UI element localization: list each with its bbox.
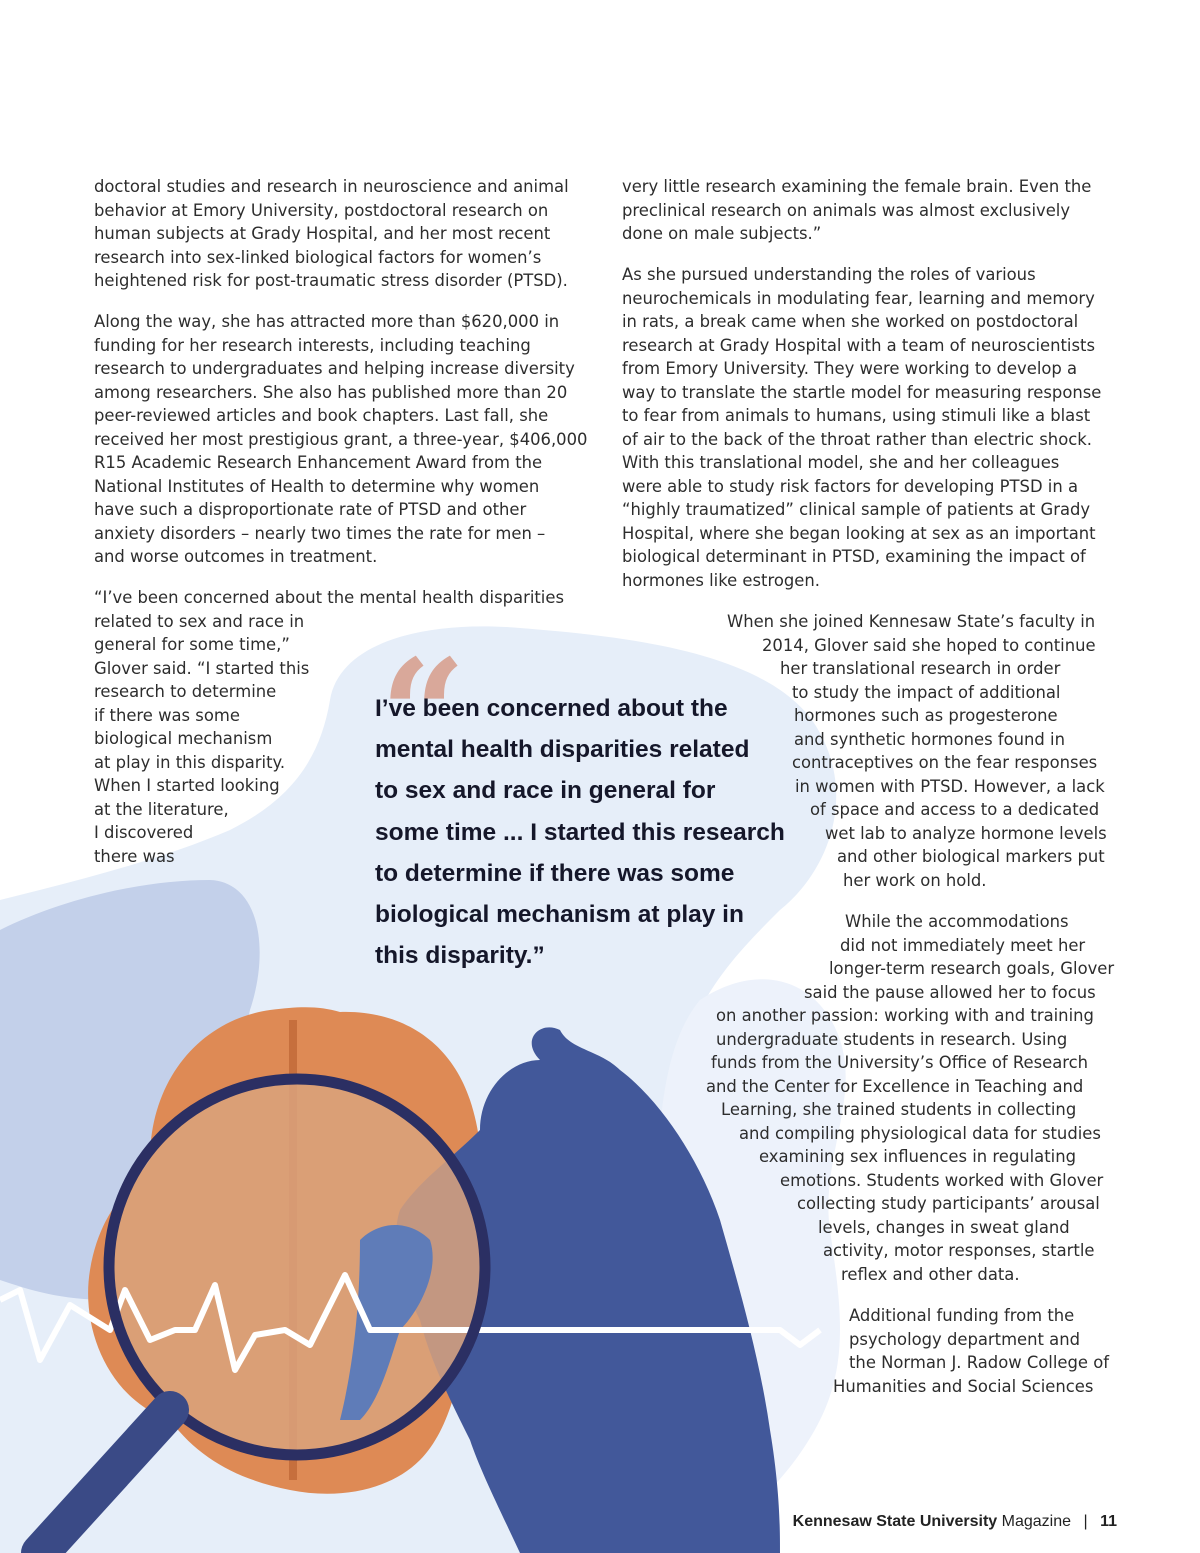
text-line: related to sex and race in	[94, 611, 305, 631]
text-line: “I’ve been concerned about the mental health disparities	[94, 588, 564, 607]
text-line: hormones like estrogen.	[622, 570, 820, 590]
text-line: doctoral studies and research in neuroscience and animal	[94, 177, 569, 196]
text-line: National Institutes of Health to determine why women	[94, 476, 540, 496]
text-line: to study the impact of additional	[792, 683, 1061, 702]
text-line: in women with PTSD. However, a lack	[795, 777, 1105, 796]
text-line: anxiety disorders – nearly two times the rate for men –	[94, 523, 546, 543]
text-line: her translational research in order	[780, 659, 1061, 678]
text-line: Additional funding from the	[849, 1306, 1075, 1325]
text-line: When I started looking	[94, 776, 280, 795]
text-line: hormones such as progesterone	[794, 706, 1058, 725]
right-column-top	[622, 175, 1122, 610]
text-line: in rats, a break came when she worked on postdoctoral	[622, 312, 1079, 331]
left-paragraph-1	[94, 175, 594, 293]
text-line: examining sex influences in regulating	[759, 1147, 1076, 1166]
pull-quote-line: this disparity.”	[375, 942, 545, 970]
text-line: research into sex-linked biological factors for women’s	[94, 247, 542, 267]
text-line: collecting study participants’ arousal	[797, 1194, 1100, 1213]
text-line: research at Grady Hospital with a team of neuroscientists	[622, 335, 1095, 355]
text-line: there was	[94, 846, 175, 866]
quote-mark-icon: “	[380, 627, 467, 803]
text-line: Humanities and Social Sciences	[833, 1377, 1094, 1396]
text-line: of air to the back of the throat rather than electric shock.	[622, 429, 1092, 449]
text-line: at the literature,	[94, 799, 229, 819]
text-line: were able to study risk factors for developing PTSD in a	[622, 476, 1078, 496]
text-line: her work on hold.	[843, 871, 987, 890]
text-line: and other biological markers put	[837, 847, 1105, 866]
text-line: behavior at Emory University, postdoctoral research on	[94, 200, 549, 220]
text-line: Learning, she trained students in collecting	[721, 1100, 1077, 1119]
text-line: the Norman J. Radow College of	[849, 1353, 1109, 1372]
text-line: longer-term research goals, Glover	[829, 959, 1115, 978]
pull-quote-line: some time ... I started this research	[375, 818, 785, 846]
text-line: very little research examining the female brain. Even the	[622, 177, 1092, 196]
text-line: R15 Academic Research Enhancement Award from the	[94, 453, 543, 472]
pull-quote-line: I’ve been concerned about the	[375, 695, 728, 722]
text-line: reflex and other data.	[841, 1265, 1020, 1284]
text-line: at play in this disparity.	[94, 752, 286, 772]
text-line: undergraduate students in research. Using	[716, 1030, 1068, 1049]
text-line: Glover said. “I started this	[94, 658, 310, 678]
text-line: “highly traumatized” clinical sample of patients at Grady	[622, 500, 1091, 519]
text-line: research to determine	[94, 682, 277, 701]
text-line: and the Center for Excellence in Teaching and	[706, 1077, 1084, 1096]
publication-name: Kennesaw State University	[792, 1513, 998, 1530]
text-line: preclinical research on animals was almost exclusively	[622, 200, 1071, 220]
text-line: psychology department and	[849, 1330, 1080, 1349]
text-line: if there was some	[94, 705, 240, 725]
text-line: neurochemicals in modulating fear, learning and memory	[622, 288, 1095, 308]
text-line: 2014, Glover said she hoped to continue	[762, 636, 1096, 655]
text-line: and compiling physiological data for studies	[739, 1124, 1101, 1143]
text-line: biological determinant in PTSD, examining the impact of	[622, 547, 1086, 566]
text-line: emotions. Students worked with Glover	[780, 1171, 1104, 1190]
right-paragraph-2	[622, 263, 1122, 592]
text-line: wet lab to analyze hormone levels	[825, 824, 1107, 843]
text-line: When she joined Kennesaw State’s faculty in	[727, 612, 1096, 631]
text-line: done on male subjects.”	[622, 224, 822, 243]
text-line: I discovered	[94, 823, 194, 842]
text-line: said the pause allowed her to focus	[804, 983, 1096, 1002]
page-footer	[793, 1513, 1117, 1531]
text-line: peer-reviewed articles and book chapters. Last fall, she	[94, 406, 549, 425]
pull-quote-line: to sex and race in general for	[375, 777, 716, 805]
text-line: With this translational model, she and her colleagues	[622, 453, 1060, 472]
text-line: did not immediately meet her	[840, 936, 1086, 955]
text-line: have such a disproportionate rate of PTSD and other	[94, 500, 527, 519]
text-line: heightened risk for post-traumatic stress disorder (PTSD).	[94, 271, 568, 290]
footer-separator: |	[1083, 1513, 1088, 1530]
text-line: general for some time,”	[94, 635, 290, 654]
text-line: activity, motor responses, startle	[823, 1241, 1095, 1260]
text-line: Hospital, where she began looking at sex as an important	[622, 523, 1096, 543]
left-paragraph-2	[94, 310, 594, 569]
text-line: funding for her research interests, including teaching	[94, 335, 531, 355]
text-line: research to undergraduates and helping increase diversity	[94, 359, 575, 378]
pull-quote-line: to determine if there was some	[375, 859, 735, 887]
text-line: among researchers. She also has published more than 20	[94, 382, 568, 402]
text-line: biological mechanism	[94, 729, 273, 748]
text-line: contraceptives on the fear responses	[792, 753, 1098, 772]
text-line: to fear from animals to humans, using stimuli like a blast	[622, 406, 1091, 425]
text-line: human subjects at Grady Hospital, and her most recent	[94, 224, 551, 243]
publication-suffix: Magazine	[1001, 1513, 1072, 1530]
text-line: As she pursued understanding the roles of various	[622, 265, 1036, 284]
text-line: and synthetic hormones found in	[794, 730, 1065, 749]
text-line: received her most prestigious grant, a three-year, $406,000	[94, 429, 588, 449]
page-number: 11	[1100, 1513, 1117, 1530]
text-line: and worse outcomes in treatment.	[94, 547, 378, 566]
text-line: on another passion: working with and training	[716, 1006, 1094, 1025]
right-paragraph-1	[622, 175, 1122, 246]
text-line: Along the way, she has attracted more than $620,000 in	[94, 312, 560, 331]
text-line: While the accommodations	[845, 912, 1069, 931]
text-line: of space and access to a dedicated	[810, 800, 1100, 819]
text-line: way to translate the startle model for measuring response	[622, 382, 1102, 402]
text-line: from Emory University. They were working to develop a	[622, 359, 1078, 378]
pull-quote-line: mental health disparities related	[375, 736, 750, 764]
text-line: funds from the University’s Office of Research	[711, 1053, 1089, 1072]
pull-quote	[375, 688, 785, 976]
text-line: levels, changes in sweat gland	[818, 1218, 1070, 1237]
pull-quote-line: biological mechanism at play in	[375, 901, 744, 929]
